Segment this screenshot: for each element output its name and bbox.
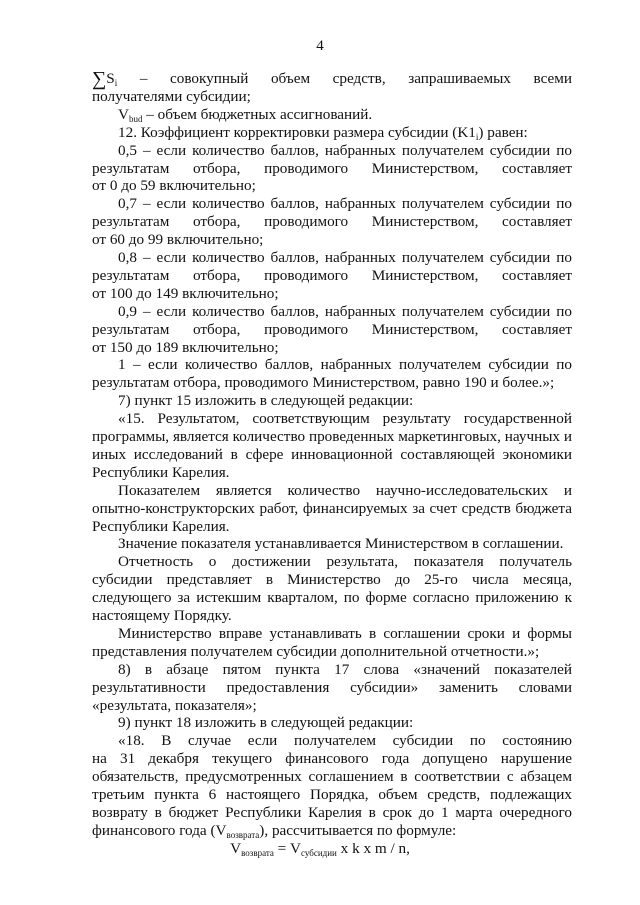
text-segment: 9) пункт 18 изложить в следующей редакции:	[118, 714, 414, 732]
text-segment: Отчетность о достижении результата, показателя получатель	[118, 553, 572, 571]
text-segment: субсидии представляет в Министерство до 25-го числа месяца,	[92, 571, 572, 589]
text-line	[92, 500, 572, 517]
text-line	[118, 661, 572, 678]
text-line	[92, 804, 572, 821]
text-line	[92, 231, 572, 248]
text-segment: 0,9 – если количество баллов, набранных получателем субсидии по	[118, 302, 572, 320]
text-segment: от 100 до 149 включительно;	[92, 284, 279, 302]
text-segment: V	[118, 105, 129, 123]
text-line	[92, 786, 572, 803]
text-segment: следующего за истекшим кварталом, по форме согласно приложению к	[92, 589, 572, 607]
text-line	[92, 518, 572, 535]
text-segment: финансового года (V	[92, 821, 227, 839]
text-segment: получателями субсидии;	[92, 87, 251, 105]
text-segment: представления получателем субсидии дополнительной отчетности.»;	[92, 642, 540, 660]
text-segment: настоящему Порядку.	[92, 607, 232, 624]
text-line	[118, 392, 572, 409]
text-line	[92, 679, 572, 696]
text-line	[92, 446, 572, 463]
text-line	[92, 428, 572, 445]
text-segment: опытно-конструкторских работ, финансируемых за счет средств бюджета	[92, 499, 572, 517]
text-segment: Республики Карелия.	[92, 463, 230, 481]
text-segment: bud	[128, 113, 143, 124]
text-segment: от 150 до 189 включительно;	[92, 338, 279, 356]
text-line	[92, 697, 572, 714]
text-segment: иных исследований в сфере инновационной составляющей экономики	[92, 445, 572, 463]
text-segment: i	[475, 131, 479, 142]
text-line	[118, 535, 572, 552]
text-segment: результативности предоставления субсидии» заменить словами	[92, 678, 572, 696]
text-segment: – объем бюджетных ассигнований.	[142, 105, 373, 123]
text-segment: Республики Карелия.	[92, 517, 230, 535]
text-segment: 0,8 – если количество баллов, набранных получателем субсидии по	[118, 249, 572, 266]
text-segment: ) равен:	[478, 123, 528, 141]
text-line	[92, 571, 572, 588]
text-segment: возврату в бюджет Республики Карелия в срок до 1 марта очередного	[92, 803, 572, 821]
text-segment: Показателем является количество научно-исследовательских и	[118, 481, 572, 499]
text-line	[118, 714, 572, 731]
text-segment: 8) в абзаце пятом пункта 17 слова «значений показателей	[118, 660, 572, 678]
text-line	[92, 750, 572, 767]
text-line	[118, 356, 572, 373]
text-line	[118, 142, 572, 159]
text-segment: 12. Коэффициент корректировки размера субсидии (K1	[118, 123, 476, 141]
text-line	[92, 160, 572, 177]
text-segment: S	[106, 70, 115, 87]
text-line	[92, 768, 572, 785]
text-segment: = V	[273, 840, 302, 857]
text-line	[118, 195, 572, 212]
text-segment: на 31 декабря текущего финансового года допущено нарушение	[92, 750, 572, 768]
text-line	[118, 410, 572, 427]
text-segment: результатам отбора, проводимого Министерством, составляет	[92, 320, 572, 338]
text-segment: x k x m / n,	[336, 840, 410, 857]
text-line	[118, 625, 572, 642]
text-line	[92, 177, 572, 194]
text-line	[92, 285, 572, 302]
text-line	[118, 249, 572, 266]
text-line	[92, 339, 572, 356]
text-line	[92, 374, 572, 391]
text-segment: результатам отбора, проводимого Министерством, составляет	[92, 213, 572, 231]
text-segment: Министерство вправе устанавливать в соглашении сроки и формы	[118, 624, 572, 642]
text-segment: 0,5 – если количество баллов, набранных получателем субсидии по	[118, 141, 572, 159]
text-segment: ∑	[92, 68, 107, 90]
text-line	[92, 267, 572, 284]
text-line	[118, 482, 572, 499]
text-segment: – совокупный объем средств, запрашиваемых всеми	[117, 70, 572, 87]
page-number: 4	[316, 38, 324, 54]
text-segment: обязательств, предусмотренных соглашением в соответствии с абзацем	[92, 768, 572, 786]
text-line	[92, 643, 572, 660]
text-segment: V	[230, 840, 242, 857]
text-line	[92, 464, 572, 481]
text-segment: субсидии	[301, 848, 337, 858]
text-segment: возврата	[226, 829, 260, 840]
text-line	[92, 589, 572, 606]
text-line	[92, 213, 572, 230]
text-line	[118, 732, 572, 749]
text-segment: программы, является количество проведенных маркетинговых, научных и	[92, 428, 572, 445]
text-line	[118, 303, 572, 320]
text-line	[118, 553, 572, 570]
text-segment: 0,7 – если количество баллов, набранных получателем субсидии по	[118, 195, 572, 213]
text-segment: 1 – если количество баллов, набранных получателем субсидии по	[118, 356, 572, 374]
text-segment: «15. Результатом, соответствующим результату государственной	[118, 410, 572, 428]
text-line	[92, 88, 572, 105]
text-segment: от 0 до 59 включительно;	[92, 177, 256, 195]
text-segment: Значение показателя устанавливается Министерством в соглашении.	[118, 535, 564, 553]
text-segment: «результата, показателя»;	[92, 696, 257, 714]
text-segment: ), рассчитывается по формуле:	[259, 821, 457, 839]
text-segment: результатам отбора, проводимого Министерством, составляет	[92, 159, 572, 177]
formula	[0, 840, 640, 858]
text-segment: результатам отбора, проводимого Министерством, составляет	[92, 266, 572, 284]
text-segment: результатам отбора, проводимого Министерством, равно 190 и более.»;	[92, 374, 555, 392]
text-segment: возврата	[241, 848, 274, 858]
text-line	[92, 607, 572, 624]
text-segment: «18. В случае если получателем субсидии по состоянию	[118, 732, 572, 750]
text-segment: от 60 до 99 включительно;	[92, 231, 264, 249]
text-segment: i	[114, 78, 118, 88]
text-segment: 7) пункт 15 изложить в следующей редакции:	[118, 392, 414, 410]
text-line	[92, 321, 572, 338]
text-segment: третьим пункта 6 настоящего Порядка, объем средств, подлежащих	[92, 786, 572, 803]
